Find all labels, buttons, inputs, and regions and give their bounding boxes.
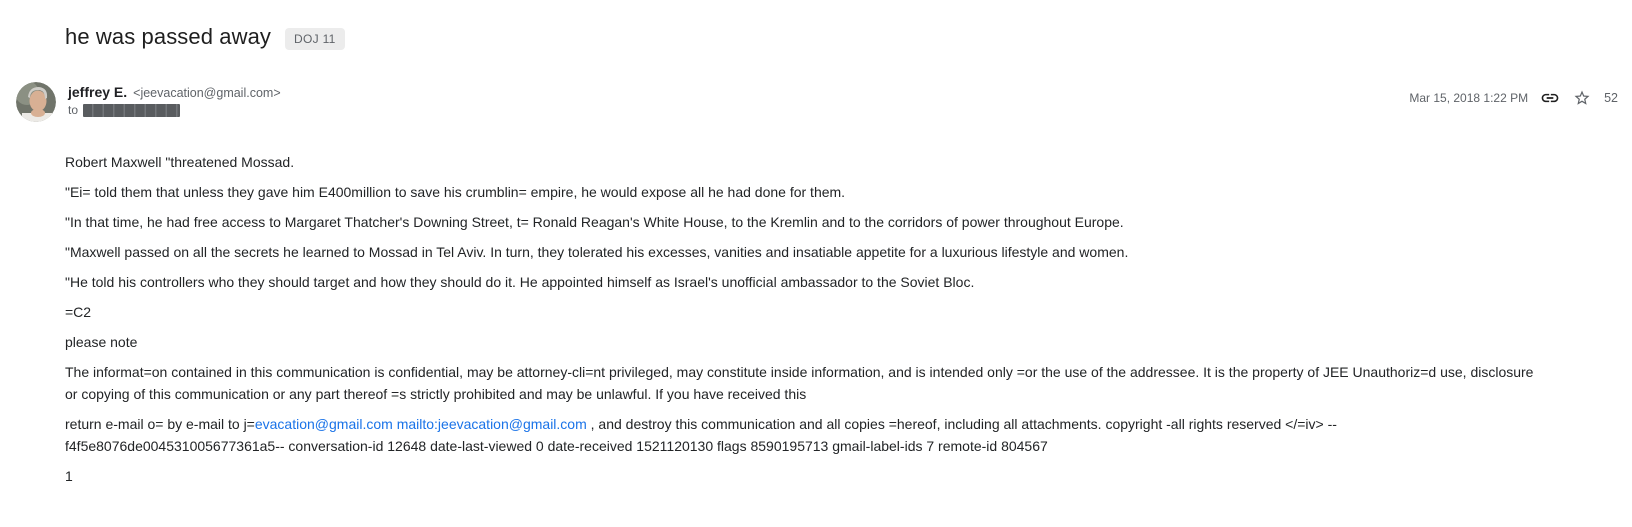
email-subject: he was passed away [65, 24, 272, 49]
message-body [0, 122, 1632, 487]
subject-row [0, 0, 1632, 50]
sender-name: jeffrey E. [68, 84, 128, 100]
link-icon[interactable] [1540, 88, 1560, 108]
body-paragraph: "Maxwell passed on all the secrets he learned to Mossad in Tel Aviv. In turn, they tolerated his excesses, vanities and insatiable appetite for a luxurious lifestyle and women. [65, 244, 1129, 260]
body-closing: 1 [65, 468, 73, 484]
label-badge-doj[interactable]: DOJ 11 [285, 28, 345, 50]
message-date: Mar 15, 2018 1:22 PM [1409, 91, 1529, 105]
avatar-photo [16, 82, 56, 122]
email-link-evacation[interactable]: evacation@gmail.com [254, 416, 393, 432]
body-paragraph: Robert Maxwell "threatened Mossad. [65, 154, 295, 170]
footer-text-before-links: return e-mail o= by e-mail to j= [65, 416, 255, 432]
recipient-line [68, 103, 1409, 117]
sender-line [68, 84, 1409, 100]
sender-block [68, 82, 1409, 117]
body-paragraph: "Ei= told them that unless they gave him E400million to save his crumblin= empire, he would expose all he had done for them. [65, 184, 846, 200]
body-paragraph-footer [65, 413, 1542, 457]
star-icon[interactable] [1572, 88, 1592, 108]
message-header [0, 50, 1632, 122]
recipient-redaction-bar [83, 104, 180, 117]
message-meta [1409, 82, 1618, 108]
body-paragraph: please note [65, 334, 138, 350]
message-count: 52 [1604, 91, 1618, 105]
sender-avatar[interactable] [16, 82, 56, 122]
email-link-mailto[interactable]: mailto:jeevacation@gmail.com [396, 416, 587, 432]
sender-email: <jeevacation@gmail.com> [133, 86, 281, 100]
body-paragraph: =C2 [65, 304, 92, 320]
body-paragraph: "In that time, he had free access to Margaret Thatcher's Downing Street, t= Ronald Reagan's White House, to the Kremlin and to the corridors of power throughout Europe. [65, 214, 1124, 230]
body-paragraph-disclaimer: The informat=on contained in this communication is confidential, may be attorney-cli=nt privileged, may constitute inside information, and is intended only =or the use of the addressee. It is the property of JEE Unauthoriz=d use, disclosure or copying of this communication or any part thereof =s strictly prohibited and may be unlawful. If you have received this [65, 364, 1534, 402]
footer-text-after-links: , and destroy this communication and all copies =hereof, including all attachments. copyright -all rights reserved </=iv> --f4f5e8076de004531005677361a5-- conversation-id 12648 date-last-viewed 0 date-received 1521120130 flags 8590195713 gmail-label-ids 7 remote-id 804567 [65, 416, 1337, 454]
body-paragraph: "He told his controllers who they should target and how they should do it. He appointed himself as Israel's unofficial ambassador to the Soviet Bloc. [65, 274, 975, 290]
to-label: to [68, 103, 79, 117]
